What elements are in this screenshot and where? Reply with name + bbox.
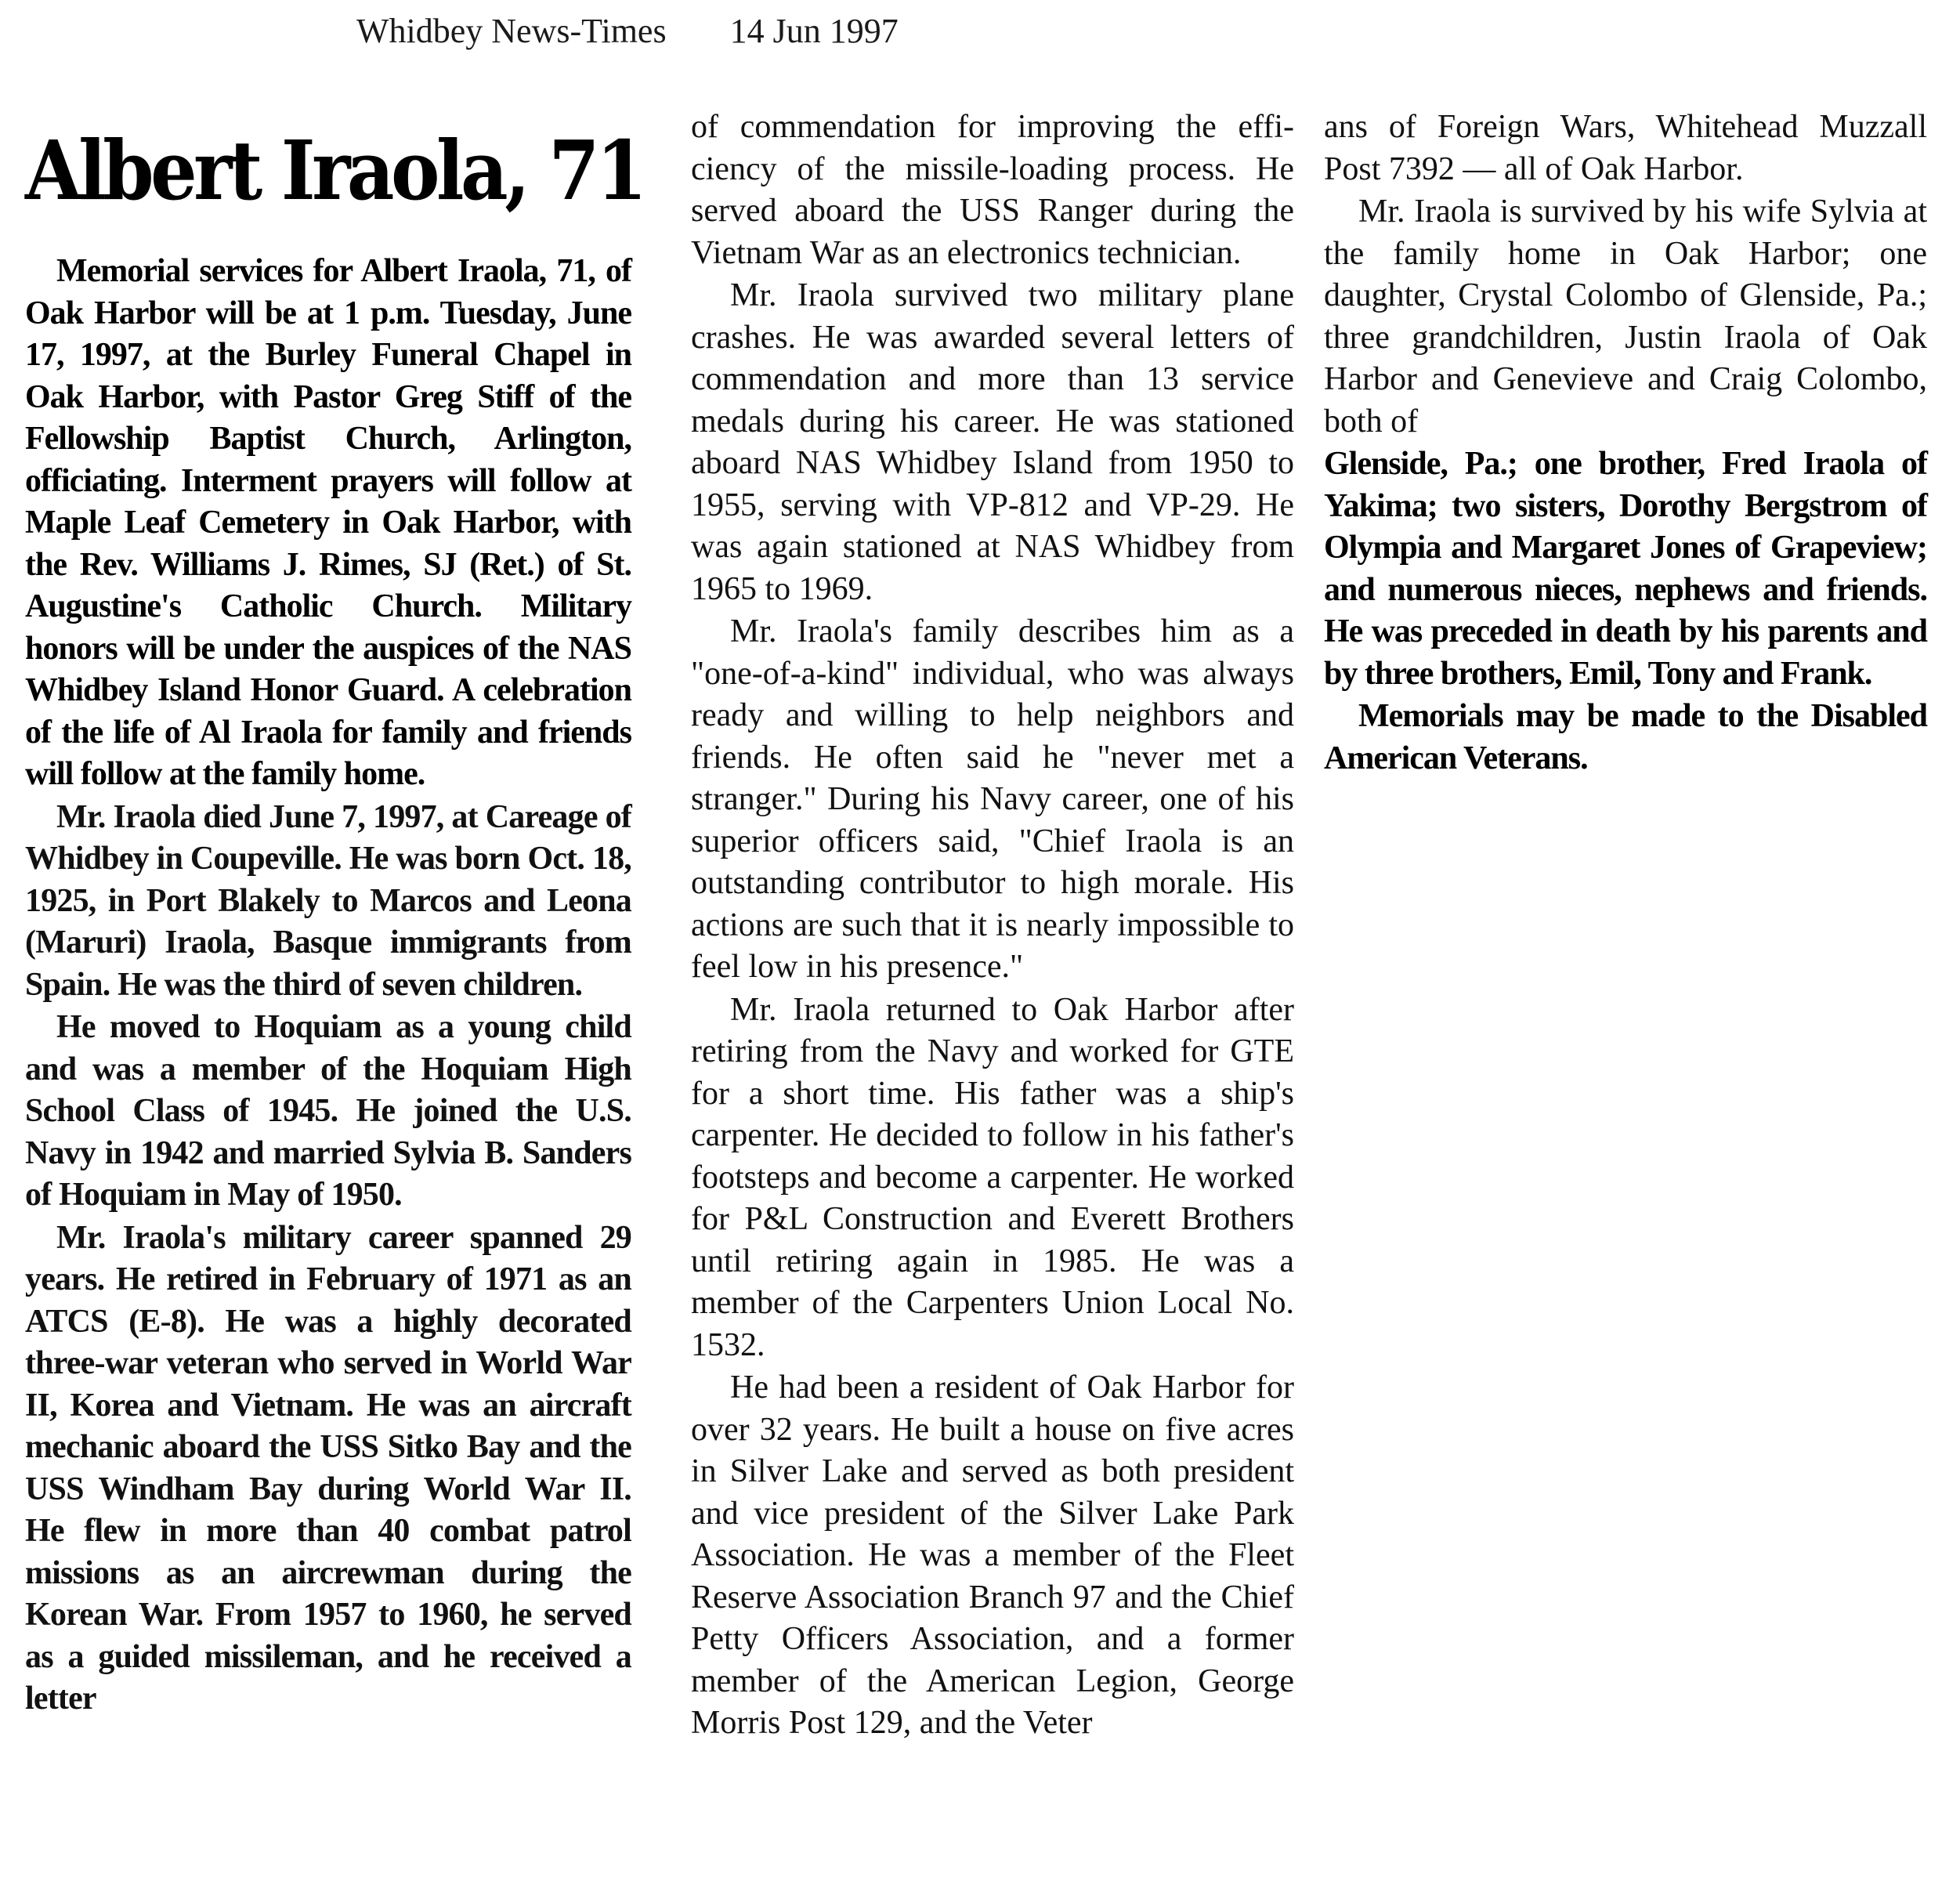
paragraph-character: Mr. Iraola's family describes him as a "one-of-a-kind" individual, who was always ready and willing to help neighbors and friends. He often said he "never met a stranger." During his Navy career, one of his superior officers said, "Chief Iraola is an outstanding contributor to high morale. His actions are such that it is nearly impossible to feel low in his presence.": [691, 613, 1294, 985]
issue-date: 14 Jun 1997: [729, 12, 899, 50]
paragraph-later-career: Mr. Iraola returned to Oak Harbor after retiring from the Navy and worked for GTE for a short time. His father was a ship's carpenter. He decided to follow in his father's footsteps and become a carpenter. He worked for P&L Construction and Everett Brothers until retiring again in 1985. He was a member of the Carpenters Union Local No. 1532.: [691, 991, 1294, 1363]
article-headline: Albert Iraola, 71: [25, 122, 644, 219]
paragraph-death-and-birth: Mr. Iraola died June 7, 1997, at Careage of Whidbey in Coupeville. He was born Oct. 18, 1925, in Port Blakely to Marcos and Leona (Maruri) Iraola, Basque immigrants from Spain. He was the third of seven children.: [25, 798, 631, 1003]
paragraph-survivors-continued: Glenside, Pa.; one brother, Fred Iraola of Yakima; two sisters, Dorothy Bergstrom of Olympia and Margaret Jones of Grapeview; and numerous nieces, nephews and friends. He was preceded in death by his parents and by three brothers, Emil, Tony and Frank.: [1324, 446, 1927, 692]
paragraph-memorial-services: Memorial services for Albert Iraola, 71, of Oak Harbor will be at 1 p.m. Tuesday, June 17, 1997, at the Burley Funeral Chapel in Oak Harbor, with Pastor Greg Stiff of the Fellowship Baptist Church, Arlington, officiating. Interment prayers will follow at Maple Leaf Cemetery in Oak Harbor, with the Rev. Williams J. Rimes, SJ (Ret.) of St. Augustine's Catholic Church. Military honors will be under the auspices of the NAS Whidbey Island Honor Guard. A celebration of the life of Al Iraola for family and friends will follow at the family home.: [25, 253, 631, 792]
article-column-3: [1324, 107, 1927, 780]
masthead: [356, 11, 899, 51]
paragraph-service-record: Mr. Iraola survived two military plane crashes. He was awarded several letters of commendation and more than 13 service medals during his career. He was stationed aboard NAS Whidbey Island from 1950 to 1955, serving with VP-812 and VP-29. He was again stationed at NAS Whidbey from 1965 to 1969.: [691, 277, 1294, 607]
article-column-2: [691, 107, 1294, 1745]
paragraph-survivors: Mr. Iraola is survived by his wife Sylvia at the family home in Oak Harbor; one daughter, Crystal Colombo of Glenside, Pa.; three grandchildren, Justin Iraola of Oak Harbor and Genevieve and Craig Colombo, both of: [1324, 194, 1927, 440]
article-column-1: [25, 107, 644, 1720]
paragraph-military-career-continued: of commendation for improving the efficiency of the missile-loading process. He served aboard the USS Ranger during the Vietnam War as an electronics technician.: [691, 109, 1294, 271]
paragraph-community: He had been a resident of Oak Harbor for over 32 years. He built a house on five acres in Silver Lake and served as both president and vice president of the Silver Lake Park Association. He was a member of the Fleet Reserve Association Branch 97 and the Chief Petty Officers Association, and a former member of the American Legion, George Morris Post 129, and the Veter: [691, 1369, 1294, 1741]
paragraph-community-continued: ans of Foreign Wars, Whitehead Muzzall Post 7392 — all of Oak Harbor.: [1324, 109, 1927, 187]
paragraph-memorials: Memorials may be made to the Disabled American Veterans.: [1324, 698, 1927, 776]
paragraph-early-life: He moved to Hoquiam as a young child and was a member of the Hoquiam High School Class of 1945. He joined the U.S. Navy in 1942 and married Sylvia B. Sanders of Hoquiam in May of 1950.: [25, 1009, 631, 1213]
newspaper-name: Whidbey News-Times: [356, 12, 667, 50]
paragraph-military-career: Mr. Iraola's military career spanned 29 years. He retired in February of 1971 as an ATCS (E-8). He was a highly decorated three-war veteran who served in World War II, Korea and Vietnam. He was an aircraft mechanic aboard the USS Sitko Bay and the USS Windham Bay during World War II. He flew in more than 40 combat patrol missions as an aircrewman during the Korean War. From 1957 to 1960, he served as a guided missileman, and he received a letter: [25, 1219, 631, 1717]
